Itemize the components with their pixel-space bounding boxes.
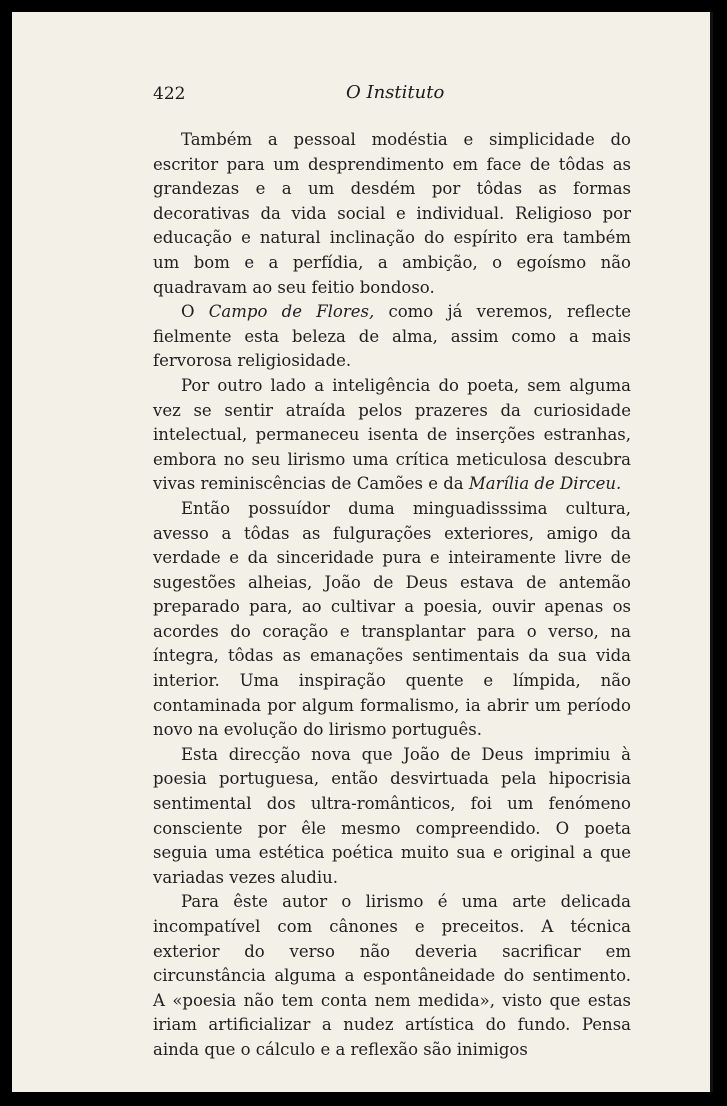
paragraph-4 bbox=[153, 497, 631, 743]
paragraph-1 bbox=[153, 128, 631, 300]
running-title: O Instituto bbox=[346, 82, 445, 103]
book-page bbox=[12, 12, 713, 1092]
book-title-campo-de-flores: Campo de Flores, bbox=[208, 302, 375, 322]
paragraph-6 bbox=[153, 890, 631, 1062]
paragraph-2-suffix: como já veremos, reflecte fielmente esta beleza de alma, assim como a mais fervorosa religiosidade. bbox=[153, 302, 632, 371]
paragraph-1-text: Também a pessoal modéstia e simplicidade do escritor para um desprendimento em face de tôdas as grandezas e a um desdém por tôdas as formas decorativas da vida social e individual. Religioso por educação e natural inclinação do espírito era também um bom e a perfídia, a ambição, o egoísmo não quadravam ao seu feitio bondoso. bbox=[153, 130, 631, 297]
book-title-marilia-de-dirceu: Marília de Dirceu. bbox=[468, 474, 622, 494]
paragraph-2 bbox=[153, 300, 631, 374]
paragraph-3-prefix: Por outro lado a inteligência do poeta, sem alguma vez se sentir atraída pelos prazeres da curiosidade intelectual, permaneceu isenta de inserções estranhas, embora no seu lirismo uma crítica meticulosa descubra vivas reminiscências de Camões e da bbox=[153, 375, 631, 494]
page-header bbox=[153, 78, 643, 108]
paragraph-4-text: Então possuídor duma minguadisssima cultura, avesso a tôdas as fulgurações exteriores, amigo da verdade e da sinceridade pura e inteiramente livre de sugestões alheias, João de Deus estava de antemão preparado para, ao cultivar a poesia, ouvir apenas os acordes do coração e transplantar para o verso, na íntegra, tôdas as emanações sentimentais da sua vida interior. Uma inspiração quente e límpida, não contaminada por algum formalismo, ia abrir um período novo na evolução do lirismo português. bbox=[153, 498, 631, 740]
paragraph-3 bbox=[153, 374, 631, 497]
body-text bbox=[153, 128, 631, 1063]
paragraph-6-text: Para êste autor o lirismo é uma arte delicada incompatível com cânones e preceitos. A técnica exterior do verso não deveria sacrificar em circunstância alguma a espontâneidade do sentimento. A «poesia não tem conta nem medida», visto que estas iriam artificializar a nudez artística do fundo. Pensa ainda que o cálculo e a reflexão são inimigos bbox=[153, 892, 631, 1059]
page-number: 422 bbox=[153, 84, 186, 104]
paragraph-2-prefix: O bbox=[181, 302, 209, 322]
paragraph-5-text: Esta direcção nova que João de Deus imprimiu à poesia portuguesa, então desvirtuada pela hipocrisia sentimental dos ultra-românticos, foi um fenómeno consciente por êle mesmo compreendido. O poeta seguia uma estética poética muito sua e original a que variadas vezes aludiu. bbox=[153, 744, 631, 887]
paragraph-5 bbox=[153, 743, 631, 891]
